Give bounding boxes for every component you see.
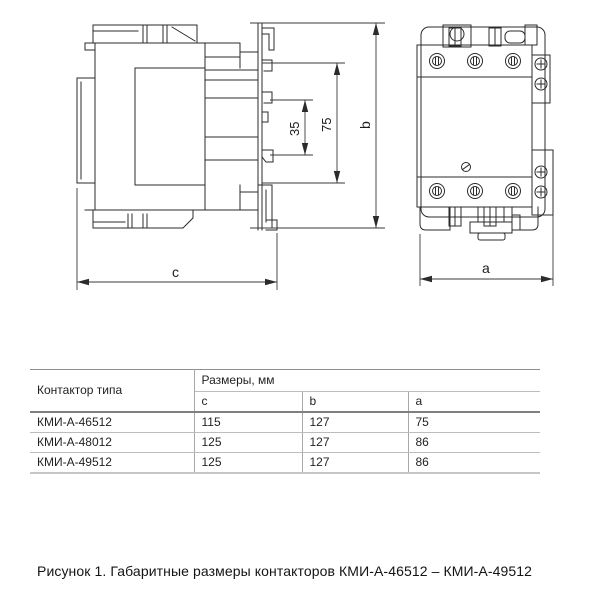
figure-caption: Рисунок 1. Габаритные размеры контакторов КМИ-А-46512 – КМИ-А-49512 [37, 563, 533, 579]
dim-label-b: b [357, 121, 373, 129]
dim-35 [270, 100, 313, 155]
table-subheader-c: c [194, 392, 302, 413]
cell-a: 75 [408, 412, 540, 433]
center-screw [462, 163, 471, 172]
cell-c: 125 [194, 433, 302, 453]
table-subheader-b: b [302, 392, 408, 413]
cell-type: КМИ-А-48012 [30, 433, 194, 453]
cell-a: 86 [408, 453, 540, 474]
table-row [30, 433, 540, 453]
dim-label-c: c [172, 264, 179, 280]
terminal-screws-bottom [430, 184, 521, 199]
dim-b [250, 23, 385, 228]
front-view [417, 25, 553, 240]
side-view [77, 23, 277, 230]
table-header-contactor-type: Контактор типа [30, 370, 194, 413]
cell-b: 127 [302, 433, 408, 453]
cell-c: 115 [194, 412, 302, 433]
dimensions-table [30, 369, 540, 474]
dim-c [77, 188, 277, 290]
dim-label-35: 35 [287, 121, 302, 136]
cell-a: 86 [408, 433, 540, 453]
cell-type: КМИ-А-46512 [30, 412, 194, 433]
cell-b: 127 [302, 453, 408, 474]
table-row [30, 412, 540, 433]
terminal-screws-top [430, 54, 521, 69]
cell-c: 125 [194, 453, 302, 474]
dim-label-75: 75 [319, 117, 334, 132]
table-header-dimensions: Размеры, мм [194, 370, 540, 392]
table-subheader-a: a [408, 392, 540, 413]
table-row [30, 453, 540, 474]
cell-b: 127 [302, 412, 408, 433]
dim-75 [262, 63, 345, 183]
cell-type: КМИ-А-49512 [37, 455, 112, 469]
dim-label-a: a [482, 260, 490, 276]
mounting-hole [450, 27, 464, 41]
